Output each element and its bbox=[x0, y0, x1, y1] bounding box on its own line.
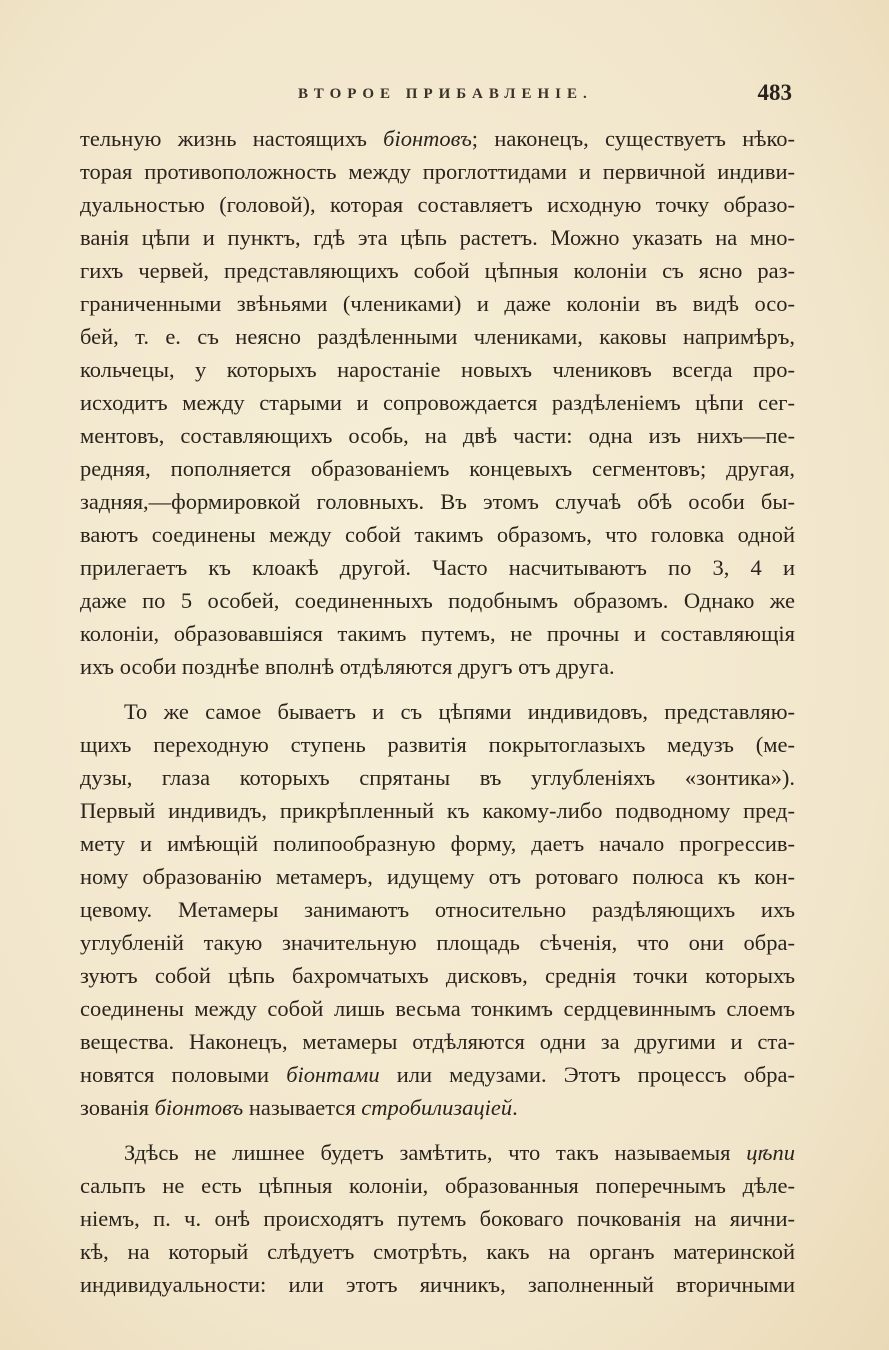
text-line: цевому. Метамеры занимаютъ относительно раздѣляющихъ ихъ bbox=[80, 897, 795, 922]
text-line: торая противоположность между проглоттидами и первичной индиви- bbox=[80, 159, 795, 184]
text-line: дузы, глаза которыхъ спрятаны въ углубленіяхъ «зонтика»). bbox=[80, 765, 795, 790]
text-line: тельную жизнь настоящихъ біонтовъ; наконецъ, существуетъ нѣко- bbox=[80, 126, 795, 151]
text-line: ихъ особи позднѣе вполнѣ отдѣляются другъ отъ друга. bbox=[80, 654, 615, 679]
text-line: бей, т. е. съ неясно раздѣленными члениками, каковы напримѣръ, bbox=[80, 324, 795, 349]
text-line: зованія біонтовъ называется стробилизаціей. bbox=[80, 1095, 518, 1120]
text-line: ному образованію метамеръ, идущему отъ ротоваго полюса къ кон- bbox=[80, 864, 795, 889]
page-number: 483 bbox=[757, 80, 792, 105]
text-line: прилегаетъ къ клоакѣ другой. Часто насчитываютъ по 3, 4 и bbox=[80, 555, 795, 580]
text-line: ваютъ соединены между собой такимъ образомъ, что головка одной bbox=[80, 522, 795, 547]
text-line: ментовъ, составляющихъ особь, на двѣ части: одна изъ нихъ—пе- bbox=[80, 423, 795, 448]
text-line: сальпъ не есть цѣпныя колоніи, образованныя поперечнымъ дѣле- bbox=[80, 1173, 795, 1198]
text-line: даже по 5 особей, соединенныхъ подобнымъ образомъ. Однако же bbox=[80, 588, 795, 613]
text-line: вещества. Наконецъ, метамеры отдѣляются одни за другими и ста- bbox=[80, 1029, 795, 1054]
paragraph-3 bbox=[80, 1136, 795, 1301]
text-line: дуальностью (головой), которая составляетъ исходную точку образо- bbox=[80, 192, 795, 217]
text-line: углубленій такую значительную площадь сѣченія, что они обра- bbox=[80, 930, 795, 955]
page-header bbox=[80, 82, 792, 112]
text-line: редняя, пополняется образованіемъ концевыхъ сегментовъ; другая, bbox=[80, 456, 795, 481]
text-line: То же самое бываетъ и съ цѣпями индивидовъ, представляю- bbox=[124, 699, 795, 724]
text-line: ванія цѣпи и пунктъ, гдѣ эта цѣпь растетъ. Можно указать на мно- bbox=[80, 225, 795, 250]
paragraph-2 bbox=[80, 695, 795, 1124]
text-line: задняя,—формировкой головныхъ. Въ этомъ случаѣ обѣ особи бы- bbox=[80, 489, 795, 514]
text-line: зуютъ собой цѣпь бахромчатыхъ дисковъ, среднія точки которыхъ bbox=[80, 963, 795, 988]
text-line: ніемъ, п. ч. онѣ происходятъ путемъ боковаго почкованія на яични- bbox=[80, 1206, 795, 1231]
text-line: кѣ, на который слѣдуетъ смотрѣть, какъ на органъ материнской bbox=[80, 1239, 795, 1264]
text-line: гихъ червей, представляющихъ собой цѣпныя колоніи съ ясно раз- bbox=[80, 258, 795, 283]
text-line: соединены между собой лишь весьма тонкимъ сердцевиннымъ слоемъ bbox=[80, 996, 795, 1021]
text-line: кольчецы, у которыхъ наростаніе новыхъ члениковъ всегда про- bbox=[80, 357, 795, 382]
body-text bbox=[80, 122, 795, 1301]
text-line: мету и имѣющій полипообразную форму, даетъ начало прогрессив- bbox=[80, 831, 795, 856]
text-line: индивидуальности: или этотъ яичникъ, заполненный вторичными bbox=[80, 1272, 795, 1297]
text-line: исходитъ между старыми и сопровождается раздѣленіемъ цѣпи сег- bbox=[80, 390, 795, 415]
text-line: щихъ переходную ступень развитія покрытоглазыхъ медузъ (ме- bbox=[80, 732, 795, 757]
paragraph-1 bbox=[80, 122, 795, 683]
text-line: новятся половыми біонтами или медузами. Этотъ процессъ обра- bbox=[80, 1062, 795, 1087]
text-line: Первый индивидъ, прикрѣпленный къ какому-либо подводному пред- bbox=[80, 798, 795, 823]
text-line: Здѣсь не лишнее будетъ замѣтить, что такъ называемыя цѣпи bbox=[124, 1140, 795, 1165]
running-head: ВТОРОЕ ПРИБАВЛЕНІЕ. bbox=[298, 86, 593, 102]
text-line: колоніи, образовавшіяся такимъ путемъ, не прочны и составляющія bbox=[80, 621, 795, 646]
text-line: граниченными звѣньями (члениками) и даже колоніи въ видѣ осо- bbox=[80, 291, 795, 316]
